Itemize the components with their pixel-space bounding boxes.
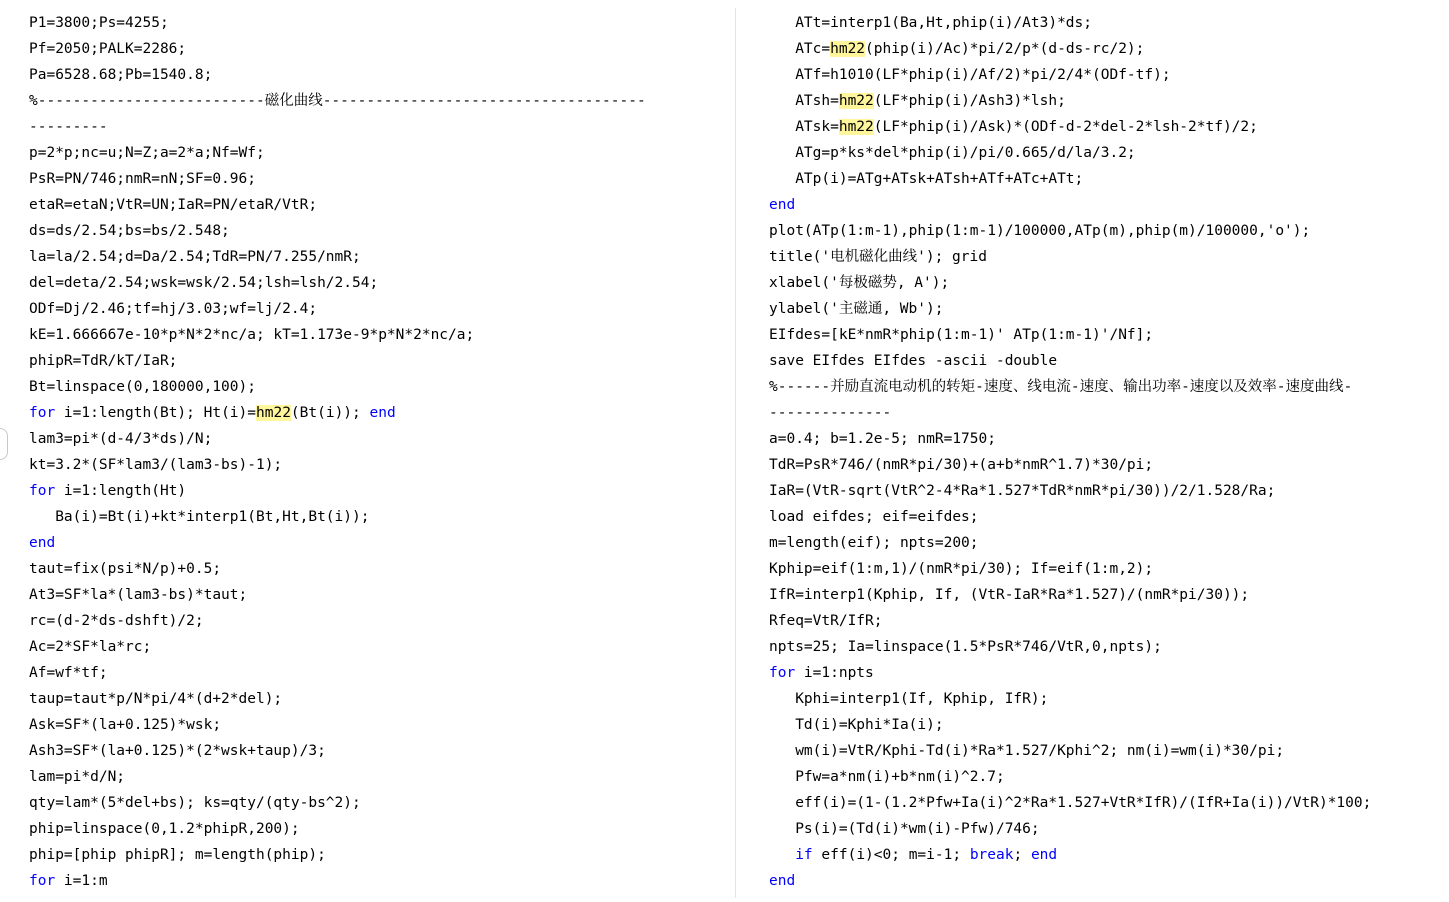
code-line [769,166,1449,192]
code-text: lam3=pi*(d-4/3*ds)/N; [29,431,213,447]
highlighted-match: hm22 [256,405,291,421]
code-line [769,790,1449,816]
code-line [769,842,1449,868]
code-line [29,842,735,868]
code-line [769,192,1449,218]
code-text: save EIfdes EIfdes -ascii -double [769,353,1058,369]
code-text: Ash3=SF*(la+0.125)*(2*wsk+taup)/3; [29,743,326,759]
code-line [769,504,1449,530]
code-line [29,530,735,556]
code-text: ; [1013,847,1031,863]
highlighted-match: hm22 [830,41,866,57]
code-text: Ac=2*SF*la*rc; [29,639,152,655]
code-text: ATt=interp1(Ba,Ht,phip(i)/At3)*ds; [769,15,1093,31]
code-keyword: end [769,873,796,889]
code-text: EIfdes=[kE*nmR*phip(1:m-1)' ATp(1:m-1)'/Nf]; [769,327,1154,343]
code-keyword: for [29,405,56,421]
code-line [769,452,1449,478]
code-line [29,270,735,296]
code-text: eff(i)<0; m=i-1; [812,847,970,863]
code-line [29,166,735,192]
code-line [769,608,1449,634]
code-text: kE=1.666667e-10*p*N*2*nc/a; kT=1.173e-9*p*N*2*nc/a; [29,327,475,343]
code-text: ATc= [769,41,831,57]
code-line [29,504,735,530]
code-text: ATsk= [769,119,839,135]
code-text: lam=pi*d/N; [29,769,126,785]
code-line [769,62,1449,88]
code-text: Af=wf*tf; [29,665,108,681]
code-line [769,582,1449,608]
code-line [769,712,1449,738]
code-line [29,192,735,218]
code-text: plot(ATp(1:m-1),phip(1:m-1)/100000,ATp(m),phip(m)/100000,'o'); [769,223,1311,239]
code-text: --------- [29,119,108,135]
code-text: (LF*phip(i)/Ash3)*lsh; [873,93,1066,109]
code-text: -------------- [769,405,892,421]
code-text: %------并励直流电动机的转矩-速度、线电流-速度、输出功率-速度以及效率-速度曲线- [769,379,1353,395]
code-text: title('电机磁化曲线'); grid [769,249,987,265]
code-text: rc=(d-2*ds-dshft)/2; [29,613,204,629]
code-line [29,790,735,816]
code-line [29,452,735,478]
code-text: Ask=SF*(la+0.125)*wsk; [29,717,222,733]
code-line [769,868,1449,894]
code-text: IaR=(VtR-sqrt(VtR^2-4*Ra*1.527*TdR*nmR*pi/30))/2/1.528/Ra; [769,483,1276,499]
code-text: del=deta/2.54;wsk=wsk/2.54;lsh=lsh/2.54; [29,275,379,291]
code-line [29,88,735,114]
code-line [769,348,1449,374]
code-line [769,738,1449,764]
code-line [769,218,1449,244]
code-keyword: break [969,847,1014,863]
code-line [29,764,735,790]
code-text: At3=SF*la*(lam3-bs)*taut; [29,587,248,603]
code-line [769,296,1449,322]
code-text: ATf=h1010(LF*phip(i)/Af/2)*pi/2/4*(ODf-tf); [769,67,1171,83]
code-line [29,114,735,140]
code-line [29,348,735,374]
code-text: (LF*phip(i)/Ask)*(ODf-d-2*del-2*lsh-2*tf)/2; [873,119,1258,135]
code-line [769,140,1449,166]
code-line [29,816,735,842]
code-text: ATp(i)=ATg+ATsk+ATsh+ATf+ATc+ATt; [769,171,1084,187]
code-text: %--------------------------磁化曲线------------------------------------- [29,93,646,109]
code-line [29,712,735,738]
code-line [769,478,1449,504]
code-keyword: for [29,483,56,499]
code-line [29,10,735,36]
code-text: taut=fix(psi*N/p)+0.5; [29,561,222,577]
code-line [29,686,735,712]
code-line [29,582,735,608]
code-text: la=la/2.54;d=Da/2.54;TdR=PN/7.255/nmR; [29,249,361,265]
code-line [769,88,1449,114]
code-line [769,634,1449,660]
code-line [29,556,735,582]
code-line [769,322,1449,348]
code-text: ODf=Dj/2.46;tf=hj/3.03;wf=lj/2.4; [29,301,318,317]
code-lines-left [29,10,735,894]
code-text: ylabel('主磁通, Wb'); [769,301,944,317]
code-lines-right [769,10,1449,894]
code-keyword: for [769,665,796,681]
code-text: a=0.4; b=1.2e-5; nmR=1750; [769,431,996,447]
code-text: i=1:m [55,873,108,889]
code-text: ATg=p*ks*del*phip(i)/pi/0.665/d/la/3.2; [769,145,1136,161]
code-text: npts=25; Ia=linspace(1.5*PsR*746/VtR,0,npts); [769,639,1162,655]
code-text: P1=3800;Ps=4255; [29,15,169,31]
code-text: (phip(i)/Ac)*pi/2/p*(d-ds-rc/2); [865,41,1145,57]
code-text: Td(i)=Kphi*Ia(i); [769,717,944,733]
code-text [769,847,795,863]
code-line [29,296,735,322]
code-text: TdR=PsR*746/(nmR*pi/30)+(a+b*nmR^1.7)*30/pi; [769,457,1154,473]
code-text: taup=taut*p/N*pi/4*(d+2*del); [29,691,283,707]
code-text: PsR=PN/746;nmR=nN;SF=0.96; [29,171,256,187]
code-text: (Bt(i)); [290,405,370,421]
code-keyword: if [795,847,813,863]
fold-indicator[interactable] [0,428,8,460]
code-text: i=1:length(Bt); Ht(i)= [55,405,256,421]
code-line [29,738,735,764]
code-text: m=length(eif); npts=200; [769,535,979,551]
code-text: Pf=2050;PALK=2286; [29,41,187,57]
code-line [769,36,1449,62]
code-line [769,114,1449,140]
code-keyword: end [1030,847,1058,863]
highlighted-match: hm22 [838,93,874,109]
code-text: qty=lam*(5*del+bs); ks=qty/(qty-bs^2); [29,795,361,811]
code-line [29,140,735,166]
code-text: i=1:npts [795,665,874,681]
code-text: phip=[phip phipR]; m=length(phip); [29,847,326,863]
code-text: Rfeq=VtR/IfR; [769,613,883,629]
code-text: Ps(i)=(Td(i)*wm(i)-Pfw)/746; [769,821,1040,837]
code-line [29,426,735,452]
code-line [29,478,735,504]
code-text: kt=3.2*(SF*lam3/(lam3-bs)-1); [29,457,283,473]
code-line [29,634,735,660]
code-text: Ba(i)=Bt(i)+kt*interp1(Bt,Ht,Bt(i)); [29,509,370,525]
code-text: eff(i)=(1-(1.2*Pfw+Ia(i)^2*Ra*1.527+VtR*IfR)/(IfR+Ia(i))/VtR)*100; [769,795,1372,811]
code-line [769,660,1449,686]
code-text: ds=ds/2.54;bs=bs/2.548; [29,223,230,239]
code-line [29,868,735,894]
code-keyword: end [369,405,396,421]
code-line [29,660,735,686]
code-column-right [736,0,1449,902]
code-keyword: for [29,873,56,889]
code-line [769,244,1449,270]
code-text: load eifdes; eif=eifdes; [769,509,979,525]
code-line [29,608,735,634]
code-text: phipR=TdR/kT/IaR; [29,353,178,369]
code-text: ATsh= [769,93,839,109]
code-text: p=2*p;nc=u;N=Z;a=2*a;Nf=Wf; [29,145,265,161]
code-line [769,10,1449,36]
code-text: xlabel('每极磁势, A'); [769,275,950,291]
code-keyword: end [29,535,56,551]
code-text: Kphi=interp1(If, Kphip, IfR); [769,691,1049,707]
code-line [29,62,735,88]
code-keyword: end [769,197,796,213]
code-line [29,218,735,244]
highlighted-match: hm22 [838,119,874,135]
code-line [769,400,1449,426]
code-line [29,36,735,62]
code-text: phip=linspace(0,1.2*phipR,200); [29,821,300,837]
code-line [29,244,735,270]
code-line [769,816,1449,842]
code-line [769,686,1449,712]
code-text: wm(i)=VtR/Kphi-Td(i)*Ra*1.527/Kphi^2; nm(i)=wm(i)*30/pi; [769,743,1285,759]
code-line [769,530,1449,556]
code-line [769,426,1449,452]
code-line [29,374,735,400]
code-text: IfR=interp1(Kphip, If, (VtR-IaR*Ra*1.527)/(nmR*pi/30)); [769,587,1250,603]
code-line [769,556,1449,582]
code-text: etaR=etaN;VtR=UN;IaR=PN/etaR/VtR; [29,197,318,213]
code-text: i=1:length(Ht) [55,483,187,499]
code-line [769,374,1449,400]
code-line [769,764,1449,790]
code-text: Bt=linspace(0,180000,100); [29,379,256,395]
code-text: Pfw=a*nm(i)+b*nm(i)^2.7; [769,769,1005,785]
code-text: Kphip=eif(1:m,1)/(nmR*pi/30); If=eif(1:m,2); [769,561,1154,577]
code-text: Pa=6528.68;Pb=1540.8; [29,67,213,83]
code-line [769,270,1449,296]
code-line [29,322,735,348]
code-line [29,400,735,426]
